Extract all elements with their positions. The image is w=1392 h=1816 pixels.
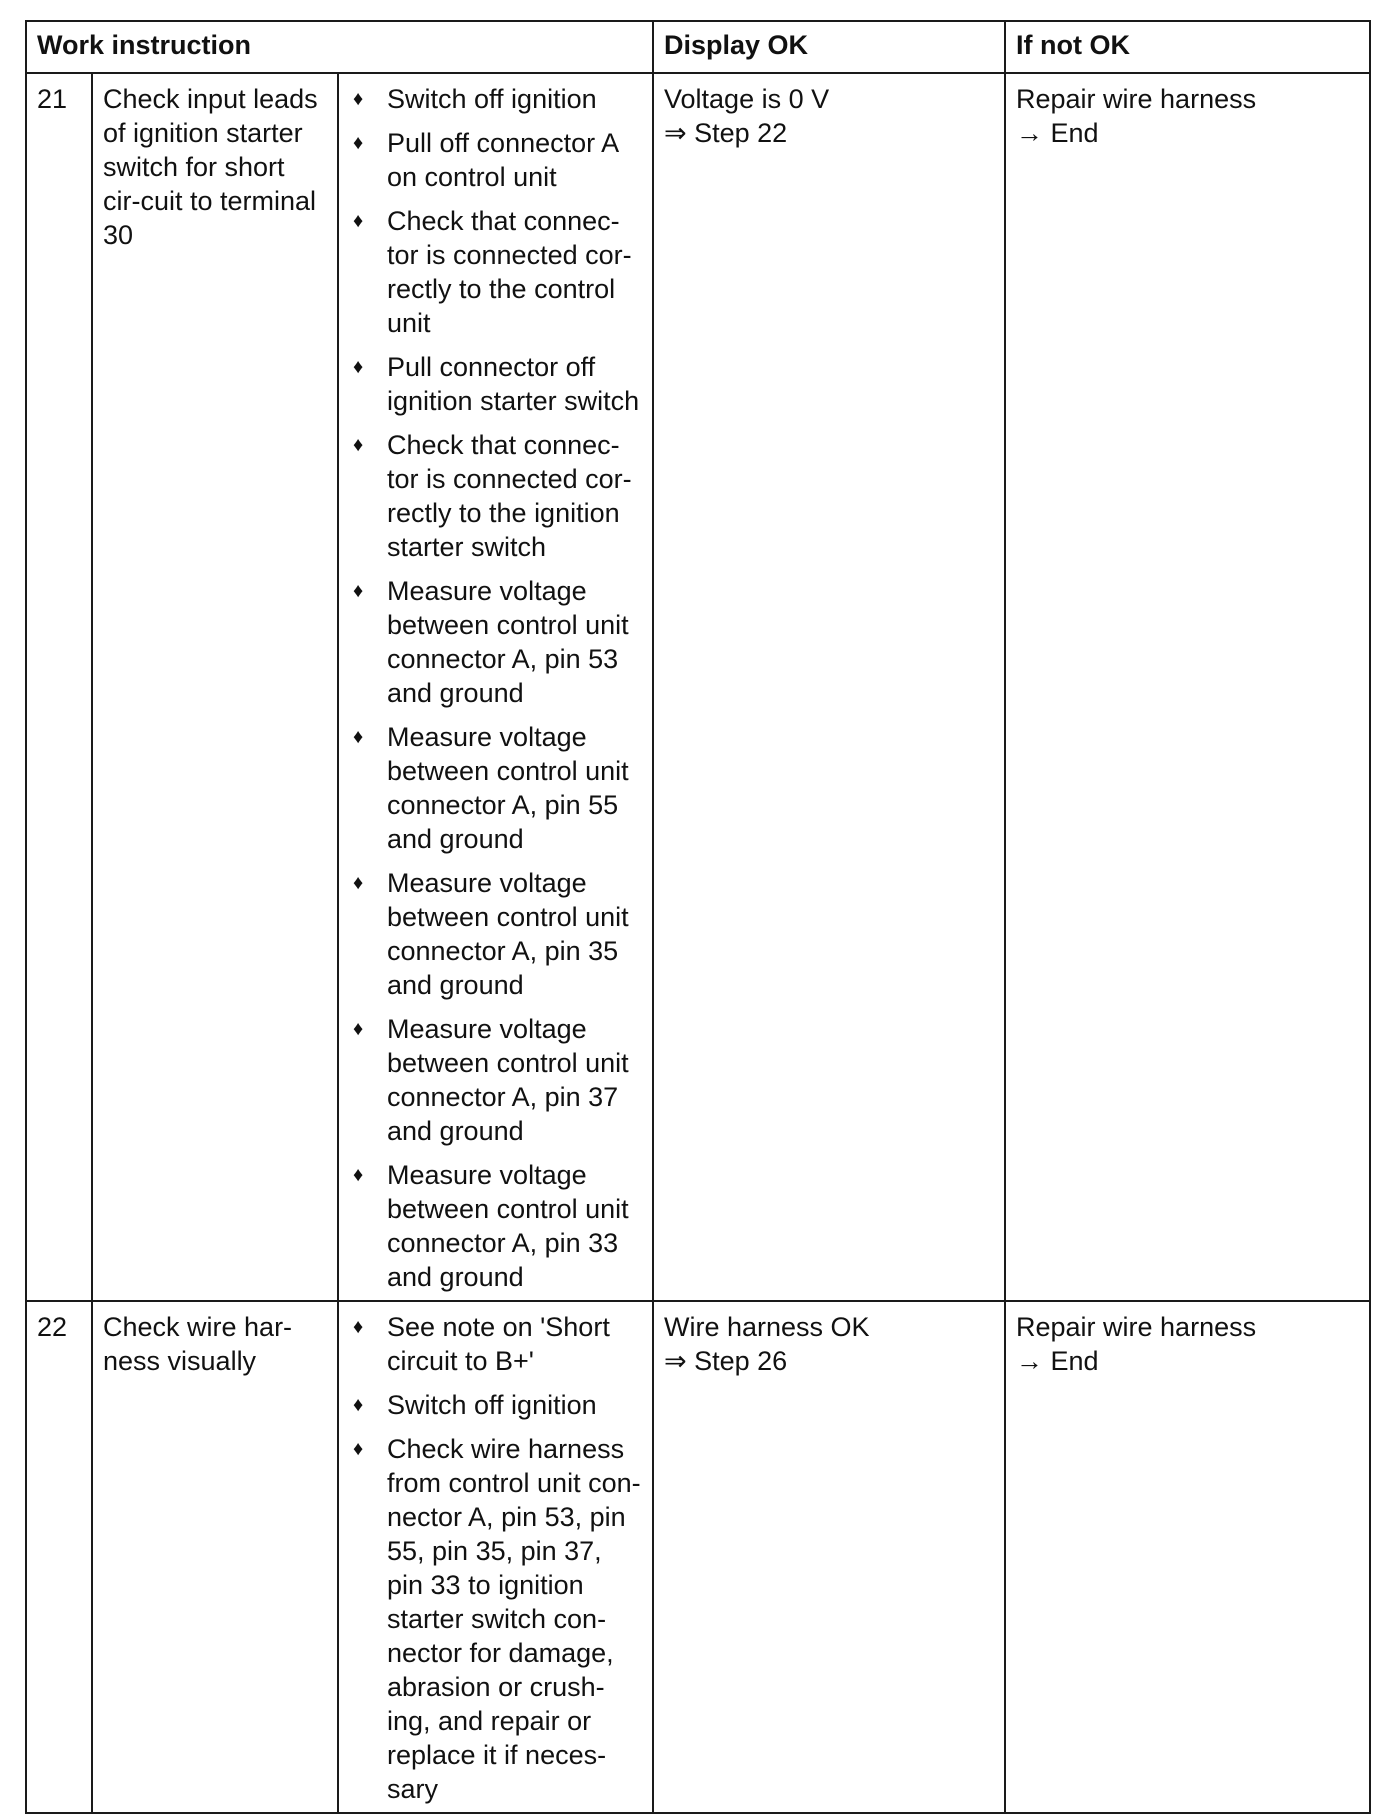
action-text: See note on 'Short circuit to B+' [387, 1312, 610, 1376]
step-number: 21 [26, 73, 92, 1301]
diamond-bullet-icon: ♦ [353, 726, 364, 748]
diamond-bullet-icon: ♦ [353, 132, 364, 154]
table-header-row [26, 21, 1370, 73]
action-item [349, 204, 642, 340]
action-text: Measure voltage between control unit connector A, pin 37 and ground [387, 1014, 629, 1146]
action-text: Measure voltage between control unit connector A, pin 33 and ground [387, 1160, 629, 1292]
if-not-ok-line: → End [1016, 1346, 1099, 1376]
action-text: Measure voltage between control unit connector A, pin 55 and ground [387, 722, 629, 854]
action-item [349, 1012, 642, 1148]
display-ok-cell [653, 1301, 1005, 1813]
action-item [349, 574, 642, 710]
action-item [349, 720, 642, 856]
action-text: Switch off ignition [387, 1390, 597, 1420]
display-ok-cell [653, 73, 1005, 1301]
action-text: Pull connector off ignition starter switch [387, 352, 640, 416]
action-text: Pull off connector A on control unit [387, 128, 618, 192]
action-item [349, 1432, 642, 1806]
diamond-bullet-icon: ♦ [353, 434, 364, 456]
action-item [349, 350, 642, 418]
header-display-ok: Display OK [653, 21, 1005, 73]
if-not-ok-line: → End [1016, 118, 1099, 148]
action-item [349, 1158, 642, 1294]
action-item [349, 1310, 642, 1378]
diamond-bullet-icon: ♦ [353, 210, 364, 232]
action-text: Check that connec-tor is connected cor-rectly to the control unit [387, 206, 632, 338]
action-text: Switch off ignition [387, 84, 597, 114]
diamond-bullet-icon: ♦ [353, 1438, 364, 1460]
action-item [349, 866, 642, 1002]
table-row [26, 73, 1370, 1301]
action-item [349, 126, 642, 194]
action-item [349, 428, 642, 564]
action-item [349, 82, 642, 116]
diamond-bullet-icon: ♦ [353, 1394, 364, 1416]
action-text: Measure voltage between control unit connector A, pin 53 and ground [387, 576, 629, 708]
diamond-bullet-icon: ♦ [353, 872, 364, 894]
display-ok-line: ⇒ Step 26 [664, 1346, 788, 1376]
diamond-bullet-icon: ♦ [353, 1018, 364, 1040]
if-not-ok-cell [1005, 1301, 1370, 1813]
if-not-ok-line: Repair wire harness [1016, 84, 1257, 114]
check-description: Check input leads of ignition starter switch for short cir-cuit to terminal 30 [92, 73, 338, 1301]
action-item [349, 1388, 642, 1422]
diamond-bullet-icon: ♦ [353, 1316, 364, 1338]
action-text: Measure voltage between control unit connector A, pin 35 and ground [387, 868, 629, 1000]
table-row [26, 1301, 1370, 1813]
step-number: 22 [26, 1301, 92, 1813]
header-work-instruction: Work instruction [26, 21, 653, 73]
diamond-bullet-icon: ♦ [353, 356, 364, 378]
action-text: Check wire harness from control unit con-nector A, pin 53, pin 55, pin 35, pin 37, pin 33 to ignition starter switch con-nector for damage, abrasion or crush-ing, and repair or replace it if neces-sary [387, 1434, 641, 1804]
diamond-bullet-icon: ♦ [353, 88, 364, 110]
action-list-cell [338, 1301, 653, 1813]
action-list-cell [338, 73, 653, 1301]
diamond-bullet-icon: ♦ [353, 580, 364, 602]
header-if-not-ok: If not OK [1005, 21, 1370, 73]
diamond-bullet-icon: ♦ [353, 1164, 364, 1186]
display-ok-line: ⇒ Step 22 [664, 118, 788, 148]
check-description: Check wire har-ness visually [92, 1301, 338, 1813]
if-not-ok-cell [1005, 73, 1370, 1301]
display-ok-line: Voltage is 0 V [664, 84, 830, 114]
display-ok-line: Wire harness OK [664, 1312, 870, 1342]
if-not-ok-line: Repair wire harness [1016, 1312, 1257, 1342]
work-instruction-table [25, 20, 1371, 1814]
action-list [349, 82, 642, 1294]
action-text: Check that connec-tor is connected cor-rectly to the ignition starter switch [387, 430, 632, 562]
action-list [349, 1310, 642, 1806]
